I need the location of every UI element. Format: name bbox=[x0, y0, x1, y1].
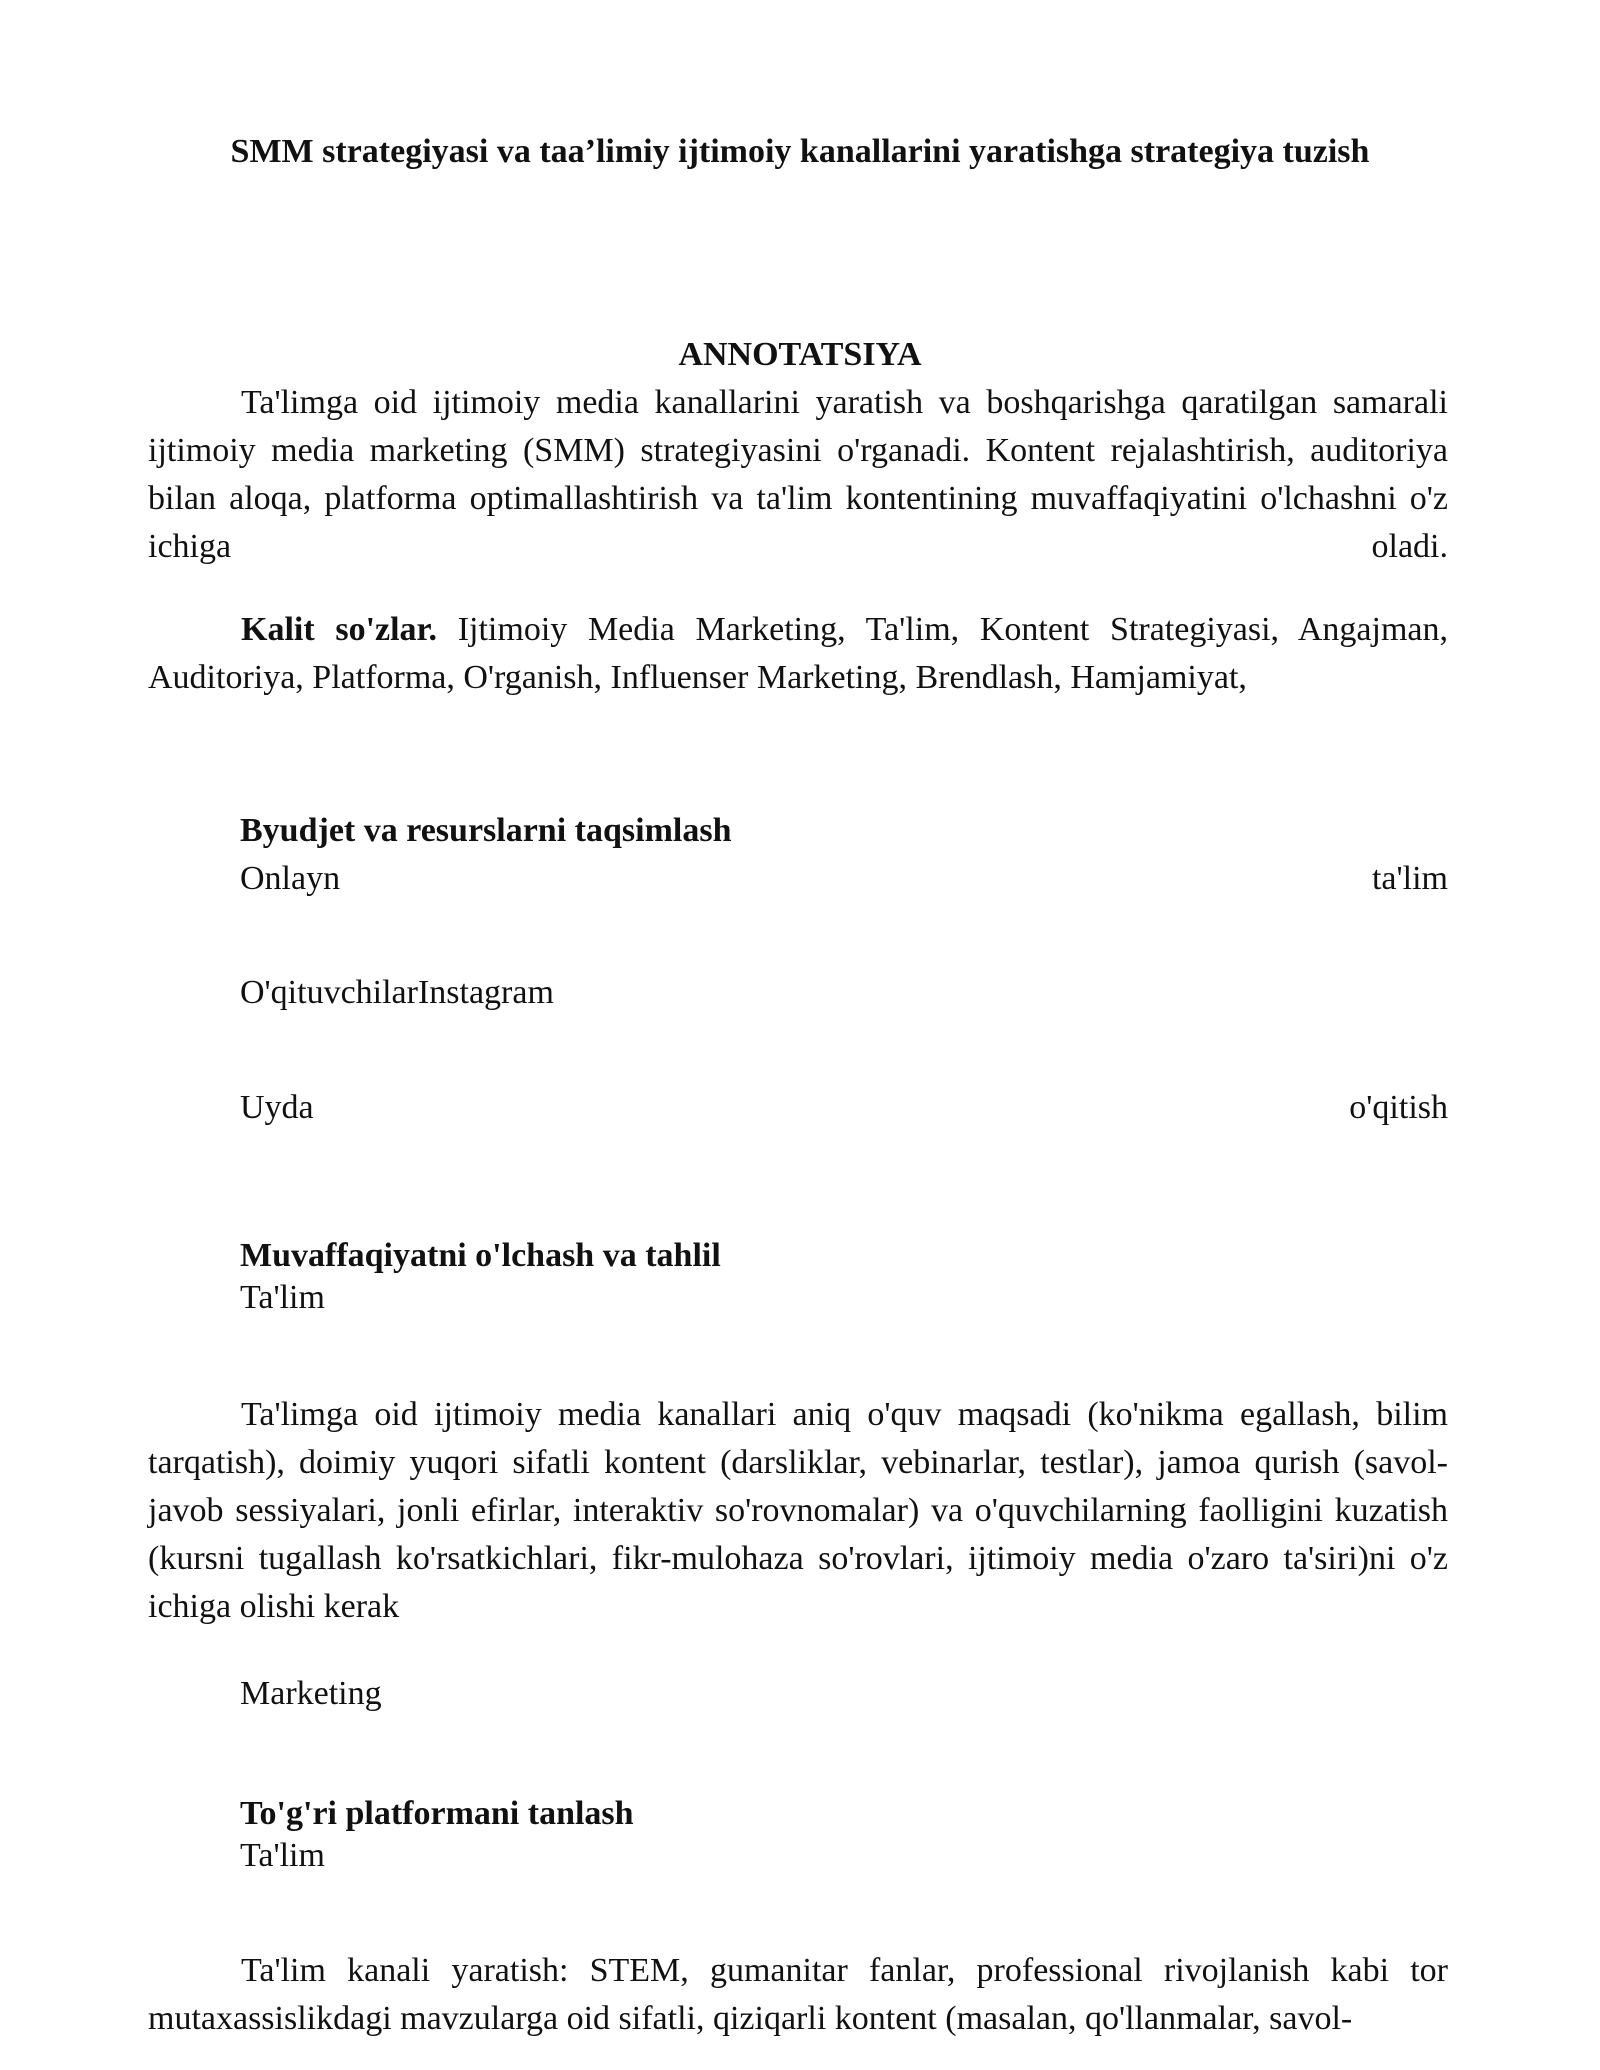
measure-subtitle: Ta'lim bbox=[240, 1279, 325, 1316]
annotation-paragraph: Ta'limga oid ijtimoiy media kanallarini yaratish va boshqarishga qaratilgan samarali ijtimoiy media marketing (SMM) strategiyasini o'rganadi. Kontent rejalashtirish, auditoriya bilan aloqa, platforma optimallashtirish va ta'lim kontentining muvaffaqiyatini o'lchashni o'z ichiga oladi. bbox=[148, 384, 1448, 565]
measure-heading: Muvaffaqiyatni o'lchash va tahlil bbox=[240, 1237, 721, 1274]
measure-paragraph: Ta'limga oid ijtimoiy media kanallari aniq o'quv maqsadi (ko'nikma egallash, bilim tarqatish), doimiy yuqori sifatli kontent (darsliklar, vebinarlar, testlar), jamoa qurish (savol-javob sessiyalari, jonli efirlar, interaktiv so'rovnomalar) va o'quvchilarning faolligini kuzatish (kursni tugallash ko'rsatkichlari, fikr-mulohaza so'rovlari, ijtimoiy media o'zaro ta'siri)ni o'z ichiga olishi kerak bbox=[148, 1396, 1448, 1625]
platform-subtitle: Ta'lim bbox=[240, 1837, 325, 1874]
keywords-label: Kalit so'zlar. bbox=[241, 611, 438, 648]
budget-row-2: O'qituvchilarInstagram bbox=[240, 974, 554, 1011]
budget-row-1-right: ta'lim bbox=[1371, 860, 1448, 897]
budget-row-1 bbox=[240, 855, 1448, 903]
platform-heading: To'g'ri platformani tanlash bbox=[240, 1795, 634, 1832]
keywords-paragraph bbox=[148, 606, 1448, 702]
budget-heading: Byudjet va resurslarni taqsimlash bbox=[240, 812, 732, 849]
budget-row-1-left: Onlayn bbox=[240, 860, 341, 897]
keywords-list: Ijtimoiy Media Marketing, Ta'lim, Kontent Strategiyasi, Angajman, Auditoriya, Platforma, O'rganish, Influenser Marketing, Brendlash, Hamjamiyat, bbox=[148, 611, 1448, 696]
annotation-heading: ANNOTATSIYA bbox=[678, 336, 922, 373]
measure-after-text: Marketing bbox=[240, 1675, 382, 1712]
budget-row-3-left: Uyda bbox=[240, 1089, 314, 1126]
document-title: SMM strategiyasi va taa’limiy ijtimoiy kanallarini yaratishga strategiya tuzish bbox=[230, 133, 1370, 170]
platform-paragraph: Ta'lim kanali yaratish: STEM, gumanitar fanlar, professional rivojlanish kabi tor mutaxassislikdagi mavzularga oid sifatli, qiziqarli kontent (masalan, qo'llanmalar, savol- bbox=[148, 1952, 1448, 2037]
budget-row-3-right: o'qitish bbox=[1349, 1089, 1448, 1126]
budget-row-3 bbox=[240, 1084, 1448, 1132]
